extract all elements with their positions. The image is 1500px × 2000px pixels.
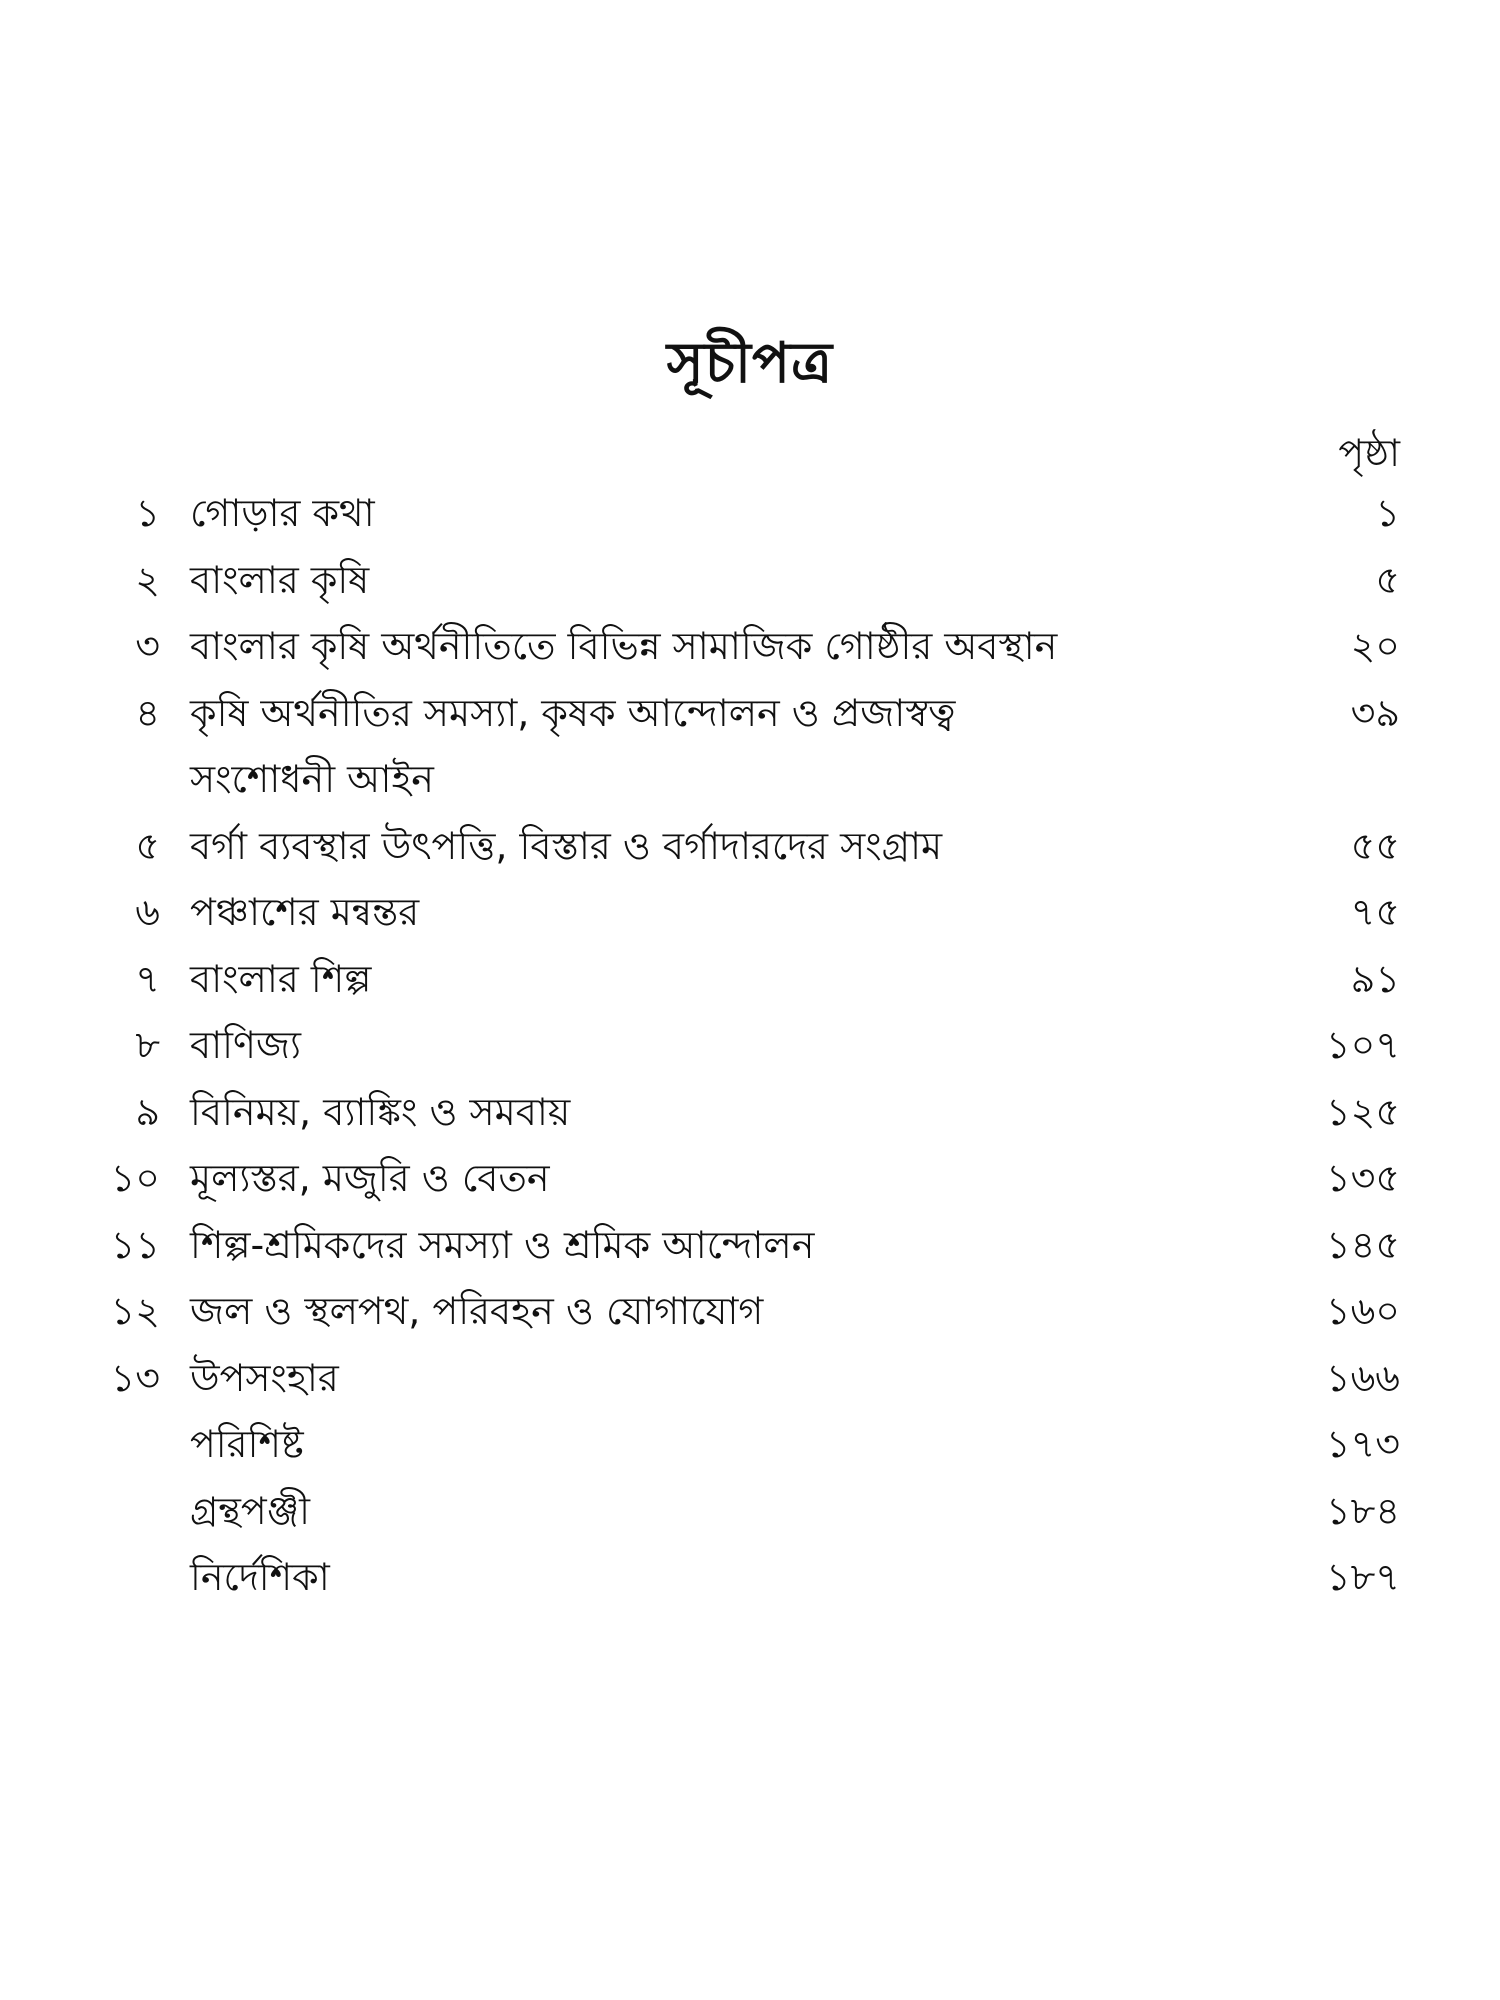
chapter-title: গ্রন্থপঞ্জী xyxy=(190,1488,311,1533)
chapter-number: ৬ xyxy=(135,890,160,934)
chapter-title: বাংলার শিল্প xyxy=(190,956,372,1001)
chapter-title: বাংলার কৃষি অর্থনীতিতে বিভিন্ন সামাজিক গোষ্ঠীর অবস্থান xyxy=(190,624,1058,668)
page-number: ১ xyxy=(1375,491,1400,535)
page-number-column-header: পৃষ্ঠা xyxy=(1338,431,1400,475)
chapter-title: গোড়ার কথা xyxy=(190,491,375,535)
page-number: ১৬৬ xyxy=(1325,1355,1400,1400)
page-number: ১৩৫ xyxy=(1325,1156,1400,1200)
page-number: ১৭৩ xyxy=(1325,1422,1400,1466)
toc-row xyxy=(0,1212,1500,1279)
toc-row xyxy=(0,1145,1500,1212)
chapter-title: পরিশিষ্ট xyxy=(190,1422,304,1466)
page-number: ১৪৫ xyxy=(1326,1222,1400,1267)
toc-row xyxy=(0,1411,1500,1478)
toc-row xyxy=(0,1278,1500,1345)
chapter-number: ৩ xyxy=(135,624,160,668)
toc-row xyxy=(0,1478,1500,1545)
chapter-title: উপসংহার xyxy=(190,1355,339,1400)
table-of-contents xyxy=(0,480,1500,1611)
chapter-number: ১১ xyxy=(110,1222,160,1267)
chapter-number: ১৩ xyxy=(110,1355,160,1400)
toc-row xyxy=(0,680,1500,747)
chapter-number: ৯ xyxy=(135,1089,160,1134)
toc-row xyxy=(0,879,1500,946)
chapter-number: ৭ xyxy=(135,956,160,1001)
chapter-title: বাণিজ্য xyxy=(190,1023,302,1067)
toc-row xyxy=(0,1345,1500,1412)
chapter-number: ১০ xyxy=(110,1156,160,1200)
page-number: ১৮৪ xyxy=(1326,1488,1400,1533)
chapter-number: ২ xyxy=(135,557,160,602)
page-number: ২০ xyxy=(1350,624,1400,668)
chapter-title: শিল্প-শ্রমিকদের সমস্যা ও শ্রমিক আন্দোলন xyxy=(190,1222,815,1267)
chapter-title: বাংলার কৃষি xyxy=(190,557,370,602)
page-number: ৫৫ xyxy=(1350,823,1400,868)
toc-row xyxy=(0,946,1500,1013)
page-number: ১৬০ xyxy=(1325,1289,1400,1333)
chapter-number: ৮ xyxy=(135,1023,160,1067)
chapter-title: পঞ্চাশের মন্বন্তর xyxy=(190,890,420,934)
page-number: ১০৭ xyxy=(1325,1023,1400,1067)
toc-row xyxy=(0,480,1500,547)
page-number: ১২৫ xyxy=(1325,1089,1400,1134)
toc-row xyxy=(0,1079,1500,1146)
chapter-title: বর্গা ব্যবস্থার উৎপত্তি, বিস্তার ও বর্গাদারদের সংগ্রাম xyxy=(190,823,943,868)
chapter-number: ১২ xyxy=(110,1289,160,1333)
chapter-title: জল ও স্থলপথ, পরিবহন ও যোগাযোগ xyxy=(190,1289,764,1333)
page-number: ৩৯ xyxy=(1350,690,1400,735)
page-number: ১৮৭ xyxy=(1325,1555,1400,1599)
chapter-title: সংশোধনী আইন xyxy=(190,757,434,801)
chapter-title: বিনিময়, ব্যাঙ্কিং ও সমবায় xyxy=(190,1089,571,1134)
page-number: ৫ xyxy=(1375,557,1400,602)
chapter-title: মূল্যস্তর, মজুরি ও বেতন xyxy=(190,1156,550,1200)
page-title: সূচীপত্র xyxy=(666,331,834,396)
chapter-number: ৫ xyxy=(135,823,160,868)
page-number: ৯১ xyxy=(1350,956,1400,1001)
toc-row-continuation xyxy=(0,746,1500,813)
chapter-title: কৃষি অর্থনীতির সমস্যা, কৃষক আন্দোলন ও প্রজাস্বত্ব xyxy=(190,690,956,735)
toc-row xyxy=(0,1544,1500,1611)
toc-row xyxy=(0,613,1500,680)
page-number: ৭৫ xyxy=(1350,890,1400,934)
chapter-title: নির্দেশিকা xyxy=(190,1555,330,1599)
toc-row xyxy=(0,547,1500,614)
chapter-number: ৪ xyxy=(135,690,160,735)
toc-row xyxy=(0,1012,1500,1079)
chapter-number: ১ xyxy=(135,491,160,535)
toc-row xyxy=(0,813,1500,880)
